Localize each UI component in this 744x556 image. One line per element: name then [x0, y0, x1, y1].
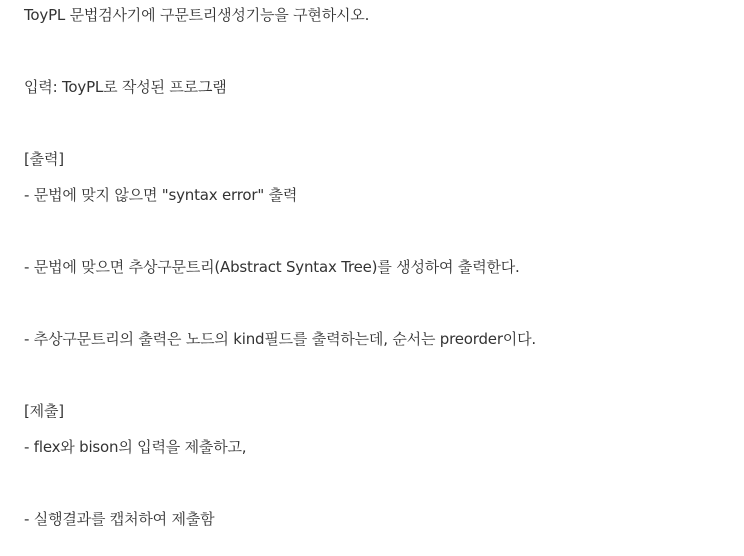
assignment-title: ToyPL 문법검사기에 구문트리생성기능을 구현하시오. — [24, 6, 370, 24]
output-heading: [출력] — [24, 150, 64, 168]
submit-heading: [제출] — [24, 402, 64, 420]
input-description: 입력: ToyPL로 작성된 프로그램 — [24, 78, 227, 96]
output-item-syntax-error: - 문법에 맞지 않으면 "syntax error" 출력 — [24, 186, 298, 204]
submit-item-flex-bison: - flex와 bison의 입력을 제출하고, — [24, 438, 247, 456]
submit-item-capture: - 실행결과를 캡처하여 제출함 — [24, 510, 215, 528]
output-item-ast: - 문법에 맞으면 추상구문트리(Abstract Syntax Tree)를 생성하여 출력한다. — [24, 258, 520, 276]
output-item-preorder: - 추상구문트리의 출력은 노드의 kind필드를 출력하는데, 순서는 preorder이다. — [24, 330, 536, 348]
